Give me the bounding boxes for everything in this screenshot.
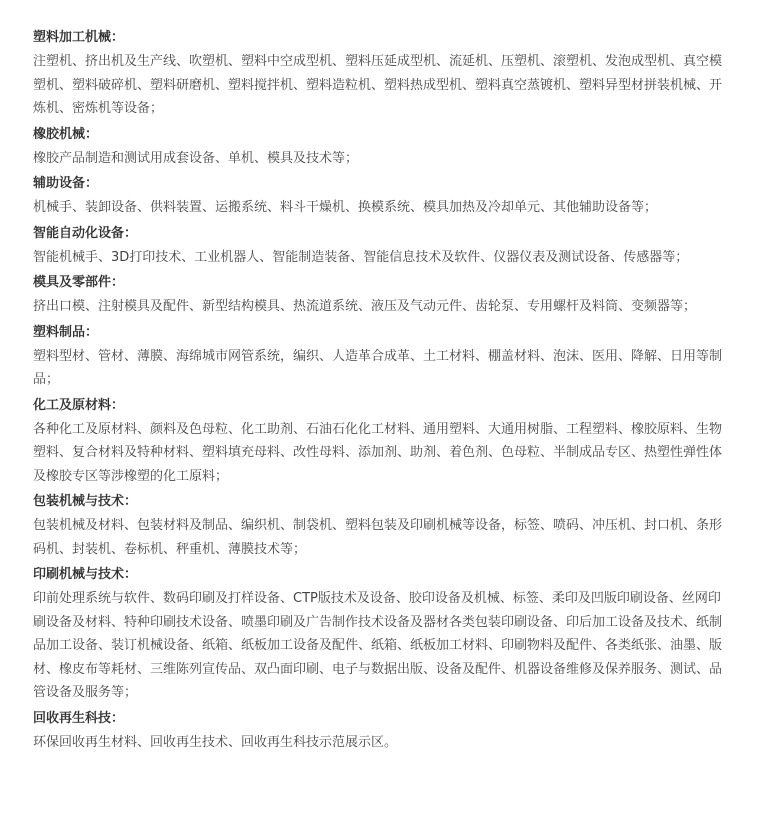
section-body: 印前处理系统与软件、数码印刷及打样设备、CTP版技术及设备、胶印设备及机械、标签、柔印及凹版印刷设备、丝网印刷设备及材料、特种印刷技术设备、喷墨印刷及广告制作技术设备及器材各类包装印刷设备、印后加工设备及技术、纸制品加工设备、装订机械设备、纸箱、纸板加工设备及配件、纸箱、纸板加工材料、印刷物料及配件、各类纸张、油墨、版材、橡皮布等耗材、三维陈列宣传品、双凸面印刷、电子与数据出版、设备及配件、机器设备维修及保养服务、测试、品管设备及服务等； (33, 591, 723, 700)
section-title: 模具及零部件： (33, 275, 125, 290)
category-section-automation (33, 222, 733, 270)
section-body: 智能机械手、3D打印技术、工业机器人、智能制造装备、智能信息技术及软件、仪器仪表及测试设备、传感器等； (33, 249, 689, 265)
section-title: 回收再生科技： (33, 710, 125, 726)
category-section-rubber-machinery (33, 123, 733, 171)
category-section-chemicals (33, 394, 733, 489)
category-section-printing (33, 563, 733, 705)
section-title: 橡胶机械： (33, 126, 99, 142)
section-title: 智能自动化设备： (33, 225, 138, 241)
section-body: 橡胶产品制造和测试用成套设备、单机、模具及技术等； (33, 150, 359, 166)
category-section-recycling (33, 707, 733, 755)
section-body: 各种化工及原材料、颜料及色母粒、化工助剂、石油石化化工材料、通用塑料、大通用树脂、工程塑料、橡胶原料、生物塑料、复合材料及特种材料、塑料填充母料、改性母料、添加剂、助剂、着色剂、色母粒、半制成品专区、热塑性弹性体及橡胶专区等涉橡塑的化工原料； (33, 421, 723, 484)
section-title: 印刷机械与技术： (33, 567, 138, 582)
category-section-plastics-machinery (33, 26, 733, 121)
section-title: 包装机械与技术： (33, 494, 138, 509)
category-section-packaging (33, 490, 733, 561)
section-body: 机械手、装卸设备、供料装置、运搬系统、料斗干燥机、换模系统、模具加热及冷却单元、其他辅助设备等； (33, 200, 658, 215)
category-section-auxiliary-equipment (33, 172, 733, 220)
category-section-molds-parts (33, 271, 733, 319)
section-title: 辅助设备： (33, 176, 99, 191)
section-body: 包装机械及材料、包装材料及制品、编织机、制袋机、塑料包装及印刷机械等设备，标签、喷码、冲压机、封口机、条形码机、封装机、卷标机、秤重机、薄膜技术等； (33, 518, 723, 557)
section-body: 注塑机、挤出机及生产线、吹塑机、塑料中空成型机、塑料压延成型机、流延机、压塑机、滚塑机、发泡成型机、真空模塑机、塑料破碎机、塑料研磨机、塑料搅拌机、塑料造粒机、塑料热成型机、塑料真空蒸镀机、塑料异型材拼装机械、开炼机、密炼机等设备； (33, 54, 723, 116)
section-body: 挤出口模、注射模具及配件、新型结构模具、热流道系统、液压及气动元件、齿轮泵、专用螺杆及料筒、变频器等； (33, 299, 697, 314)
section-title: 化工及原材料： (33, 397, 125, 413)
section-title: 塑料加工机械： (33, 30, 125, 45)
section-body: 塑料型材、管材、薄膜、海绵城市网管系统，编织、人造革合成革、土工材料、棚盖材料、泡沫、医用、降解、日用等制品； (33, 348, 723, 387)
category-section-plastic-products (33, 321, 733, 392)
section-body: 环保回收再生材料、回收再生技术、回收再生科技示范展示区。 (33, 734, 398, 750)
section-title: 塑料制品： (33, 324, 99, 340)
